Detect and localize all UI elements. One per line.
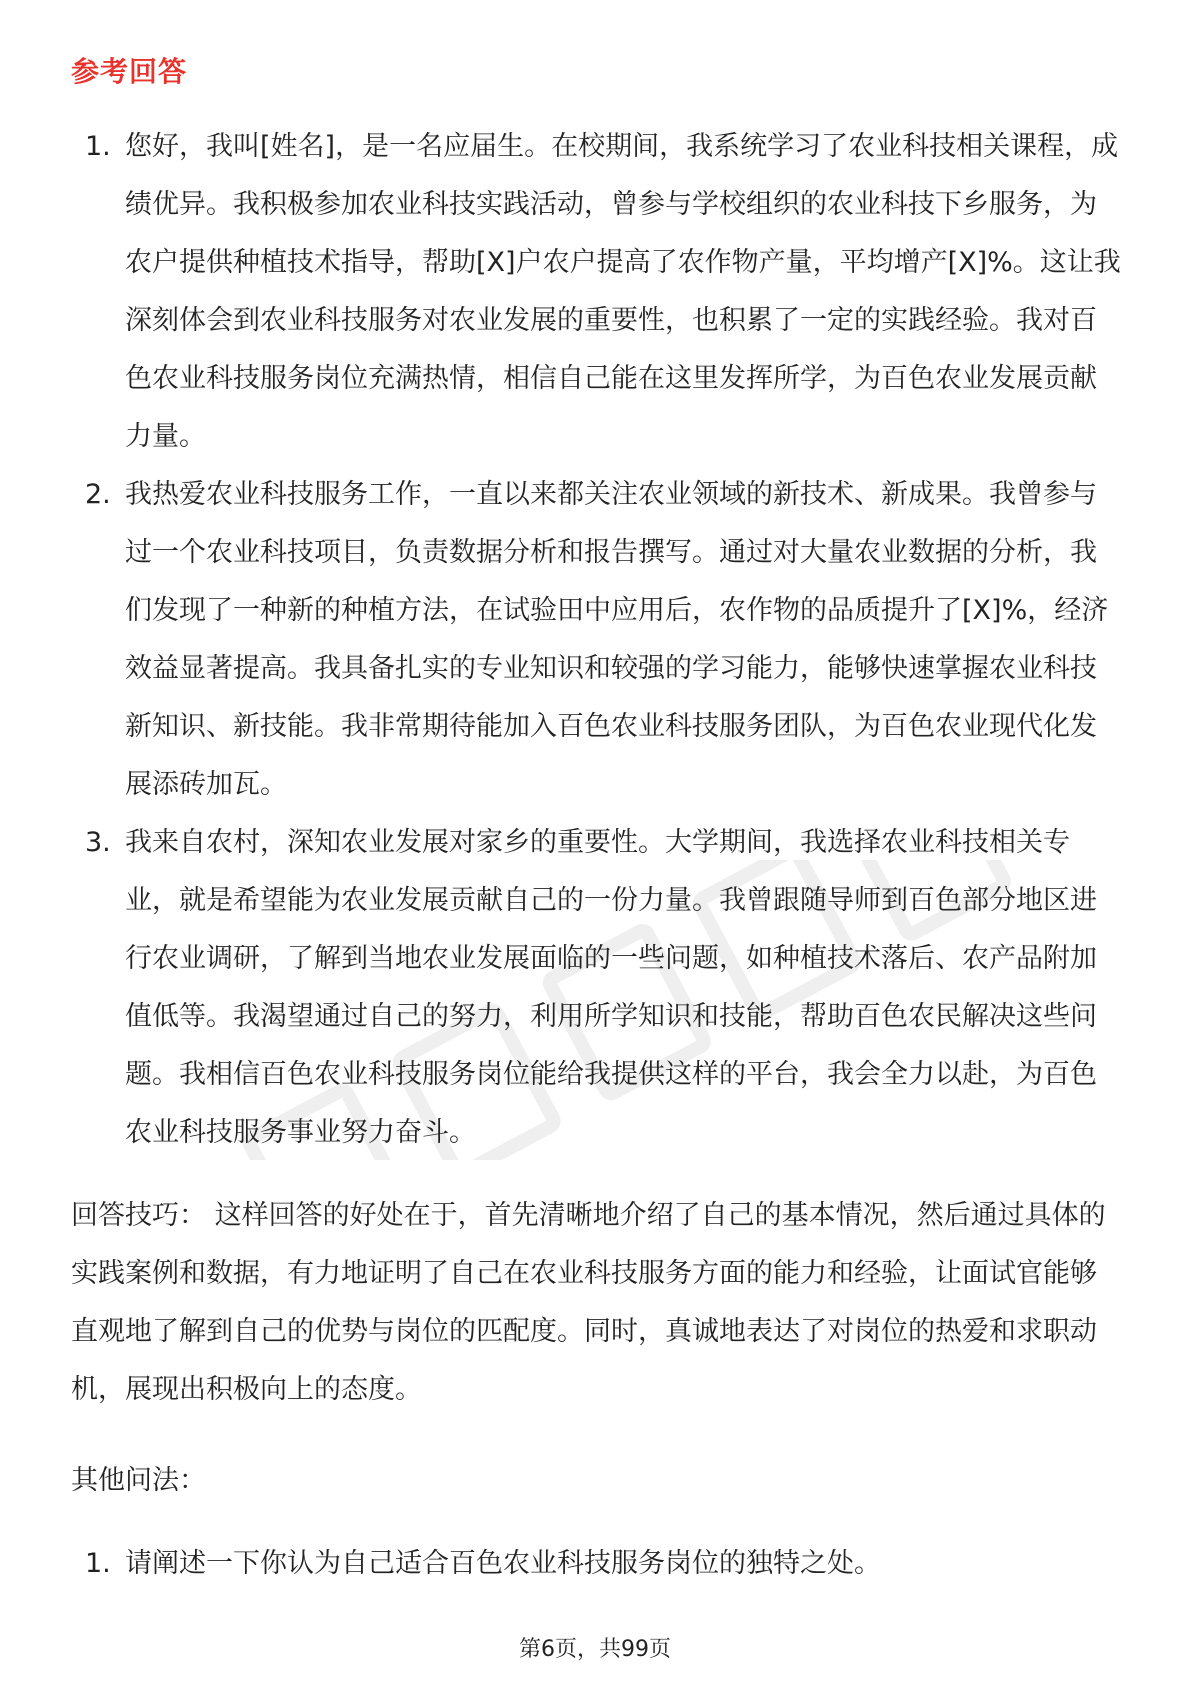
answer-text: 我热爱农业科技服务工作，一直以来都关注农业领域的新技术、新成果。我曾参与过一个农业科技项目，负责数据分析和报告撰写。通过对大量农业数据的分析，我们发现了一种新的种植方法，在试验田中应用后，农作物的品质提升了[X]%，经济效益显著提高。我具备扎实的专业知识和较强的学习能力，能够快速掌握农业科技新知识、新技能。我非常期待能加入百色农业科技服务团队，为百色农业现代化发展添砖加瓦。 — [125, 479, 1109, 800]
page-footer: 第6页，共99页 — [519, 1637, 671, 1662]
answer-tips: 回答技巧： 这样回答的好处在于，首先清晰地介绍了自己的基本情况，然后通过具体的实践案例和数据，有力地证明了自己在农业科技服务方面的能力和经验，让面试官能够直观地了解到自己的优势与岗位的匹配度。同时，真诚地表达了对岗位的热爱和求职动机，展现出积极向上的态度。 — [71, 1200, 1106, 1405]
section-title: 参考回答 — [71, 55, 188, 88]
other-questions-list — [71, 1535, 1123, 1593]
other-question-item — [71, 1535, 1123, 1593]
answer-number: 1. — [85, 131, 111, 162]
other-questions-title: 其他问法： — [71, 1465, 206, 1496]
question-text: 请阐述一下你认为自己适合百色农业科技服务岗位的独特之处。 — [125, 1548, 881, 1579]
answer-list — [71, 118, 1123, 1162]
answer-item — [71, 466, 1123, 814]
answer-text: 您好，我叫[姓名]，是一名应届生。在校期间，我系统学习了农业科技相关课程，成绩优异。我积极参加农业科技实践活动，曾参与学校组织的农业科技下乡服务，为农户提供种植技术指导，帮助[X]户农户提高了农作物产量，平均增产[X]%。这让我深刻体会到农业科技服务对农业发展的重要性，也积累了一定的实践经验。我对百色农业科技服务岗位充满热情，相信自己能在这里发挥所学，为百色农业发展贡献力量。 — [125, 131, 1121, 452]
answer-item — [71, 814, 1123, 1162]
answer-number: 3. — [85, 827, 111, 858]
answer-item — [71, 118, 1123, 466]
answer-text: 我来自农村，深知农业发展对家乡的重要性。大学期间，我选择农业科技相关专业，就是希望能为农业发展贡献自己的一份力量。我曾跟随导师到百色部分地区进行农业调研，了解到当地农业发展面临的一些问题，如种植技术落后、农产品附加值低等。我渴望通过自己的努力，利用所学知识和技能，帮助百色农民解决这些问题。我相信百色农业科技服务岗位能给我提供这样的平台，我会全力以赴，为百色农业科技服务事业努力奋斗。 — [125, 827, 1097, 1148]
question-number: 1. — [85, 1548, 111, 1579]
answer-number: 2. — [85, 479, 111, 510]
